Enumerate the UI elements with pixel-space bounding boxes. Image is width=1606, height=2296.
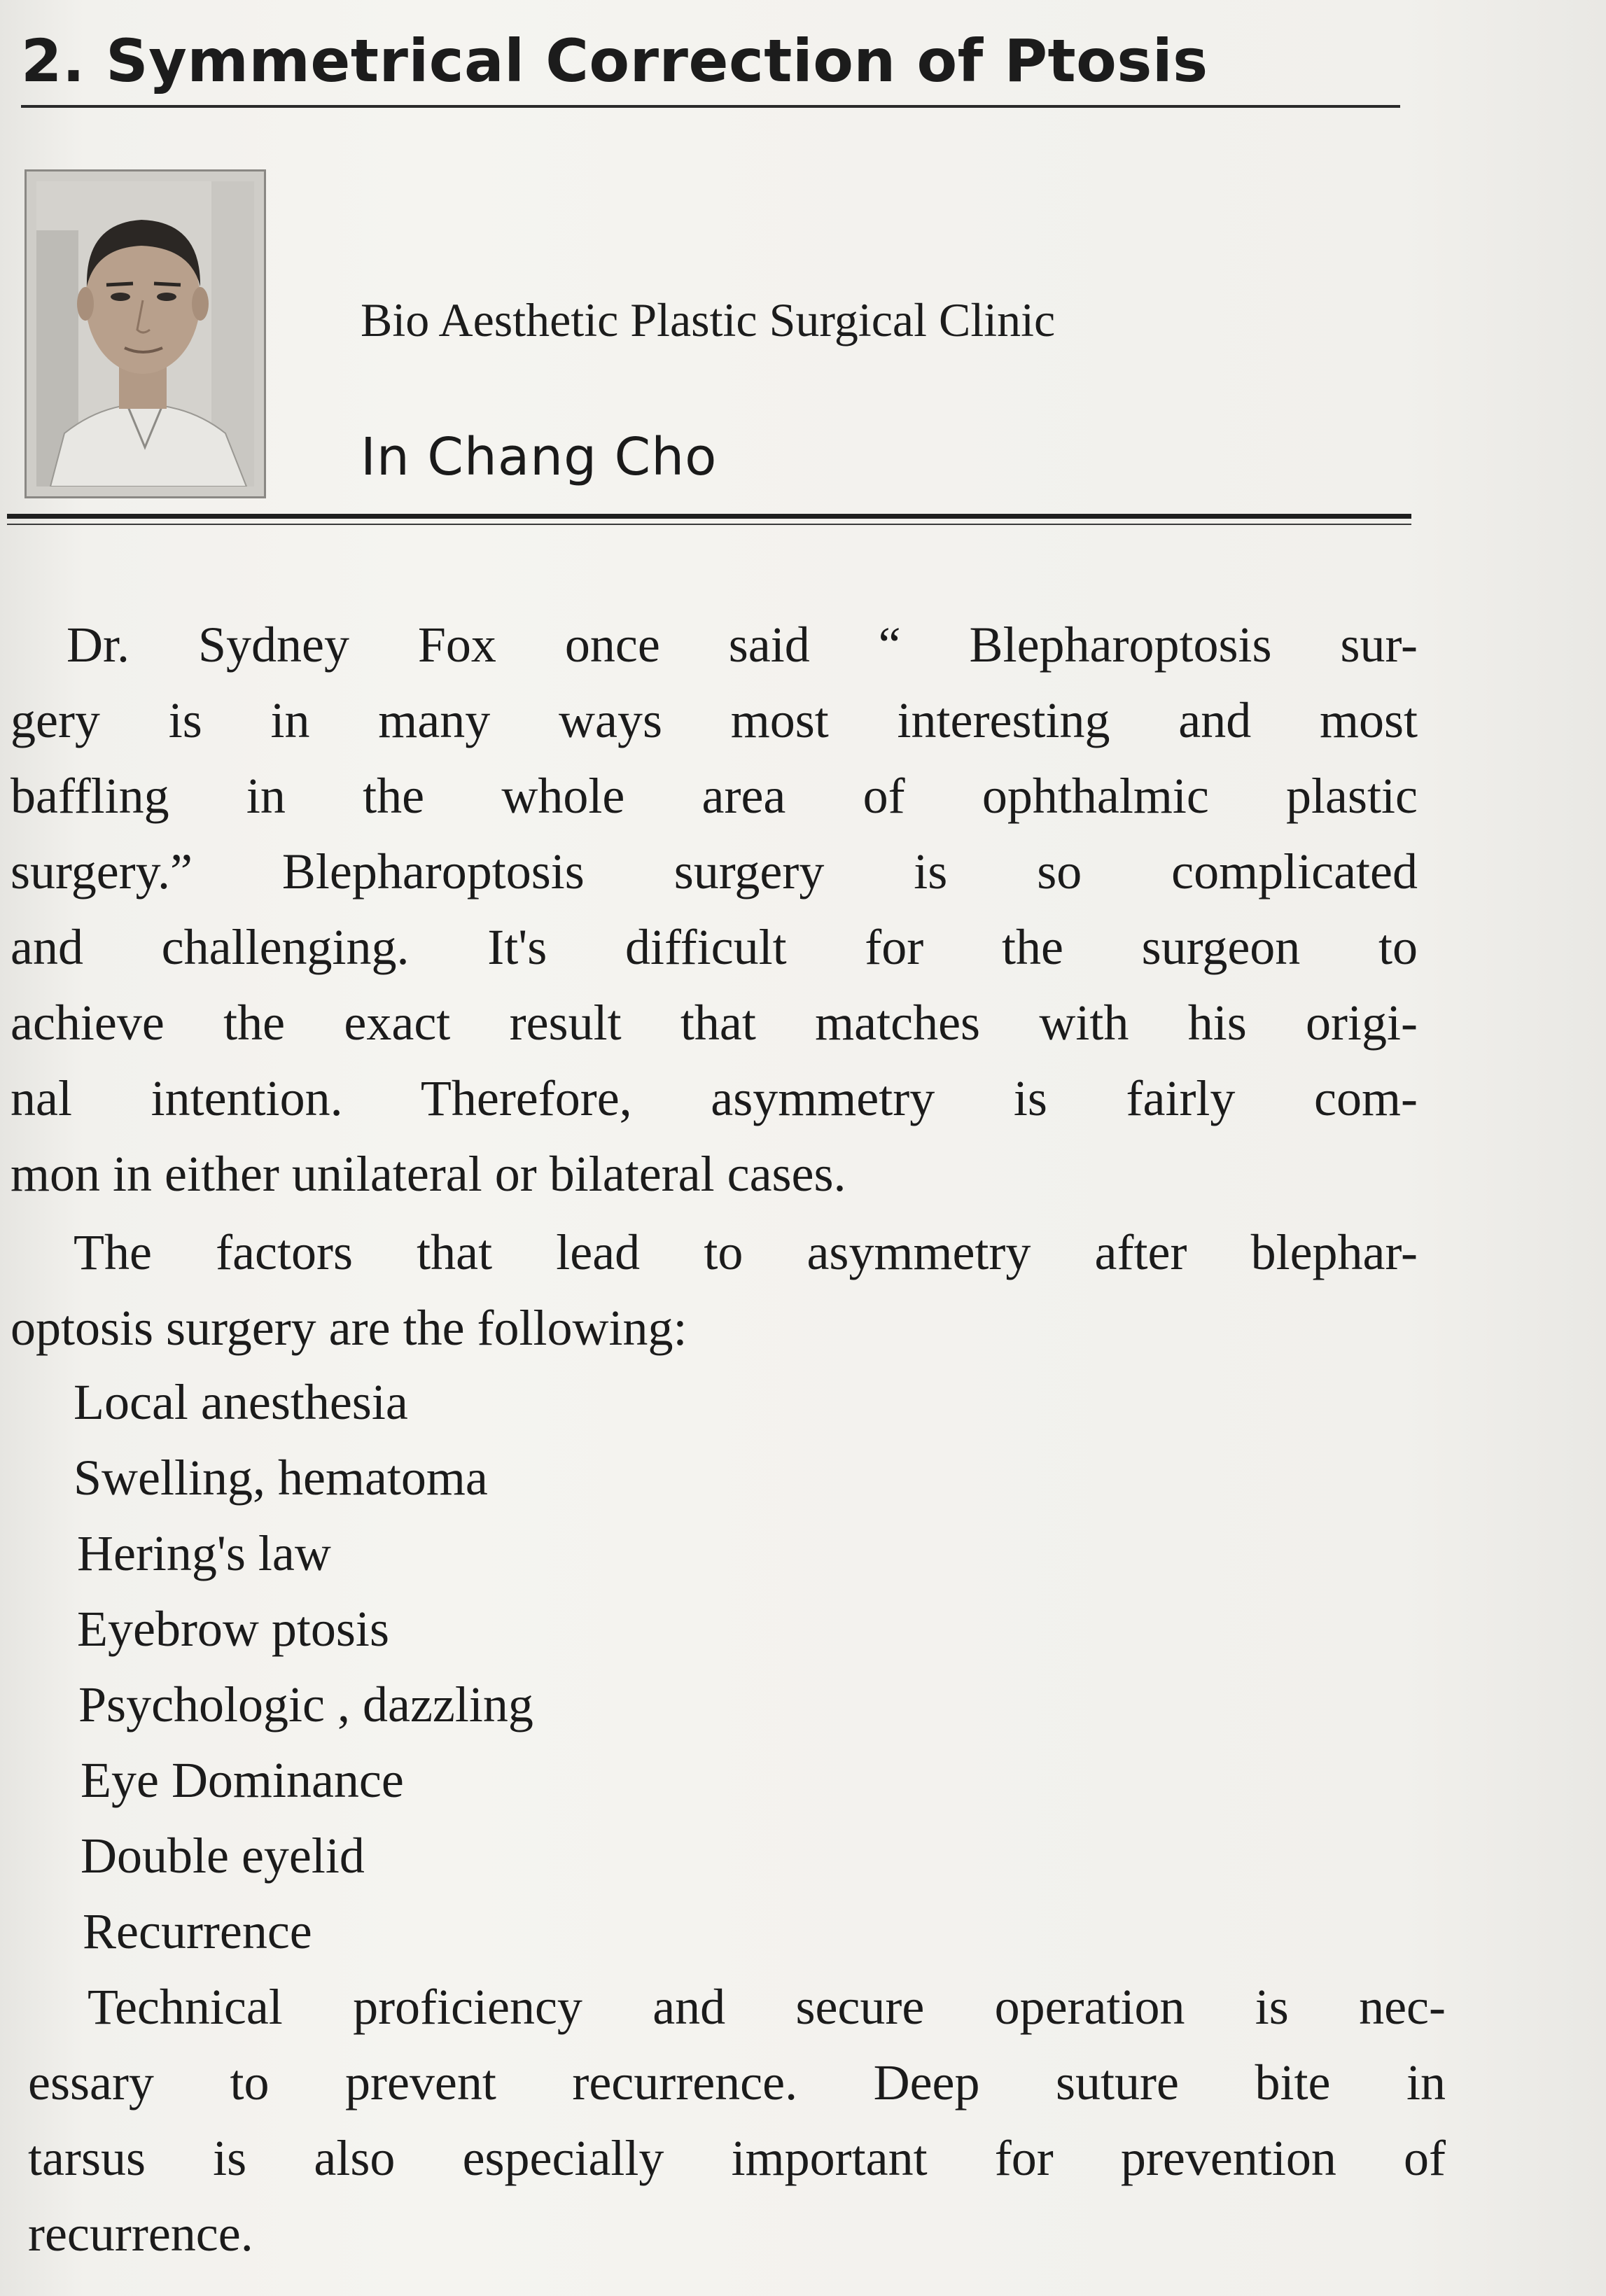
body-line: Dr. Sydney Fox once said “ Blepharoptosis sur-	[67, 617, 1418, 673]
author-name: In Chang Cho	[361, 427, 718, 487]
header-divider	[7, 514, 1411, 519]
list-item: Local anesthesia	[74, 1374, 408, 1430]
body-line: recurrence.	[28, 2206, 253, 2262]
body-line: nal intention. Therefore, asymmetry is fairly com-	[11, 1070, 1418, 1126]
body-line: surgery.” Blepharoptosis surgery is so complicated	[11, 844, 1418, 899]
title-underline	[21, 105, 1400, 108]
section-title: Symmetrical Correction of Ptosis	[106, 27, 1208, 95]
body-line: gery is in many ways most interesting and most	[11, 692, 1418, 748]
list-item: Double eyelid	[81, 1828, 365, 1884]
body-line: baffling in the whole area of ophthalmic plastic	[11, 768, 1418, 824]
header-divider-thin	[7, 524, 1411, 525]
list-item: Recurrence	[83, 1903, 312, 1959]
list-item: Psychologic , dazzling	[78, 1676, 533, 1732]
body-line: achieve the exact result that matches with his origi-	[11, 995, 1418, 1051]
author-affiliation: Bio Aesthetic Plastic Surgical Clinic	[361, 293, 1056, 346]
portrait-illustration	[36, 181, 254, 486]
section-number: 2.	[21, 27, 85, 95]
list-item: Eye Dominance	[81, 1752, 404, 1808]
body-line: mon in either unilateral or bilateral cases.	[11, 1146, 846, 1202]
page-title	[21, 27, 1208, 95]
list-item: Eyebrow ptosis	[77, 1601, 389, 1657]
body-line: The factors that lead to asymmetry after blephar-	[74, 1224, 1418, 1280]
body-line: Technical proficiency and secure operation is nec-	[88, 1979, 1446, 2035]
body-line: optosis surgery are the following:	[11, 1300, 687, 1356]
body-line: and challenging. It's difficult for the surgeon to	[11, 919, 1418, 975]
author-portrait	[36, 181, 254, 486]
body-line: tarsus is also especially important for prevention of	[28, 2130, 1446, 2186]
author-photo	[25, 169, 266, 498]
list-item: Swelling, hematoma	[74, 1450, 488, 1506]
body-line: essary to prevent recurrence. Deep suture bite in	[28, 2054, 1446, 2110]
list-item: Hering's law	[77, 1525, 331, 1581]
